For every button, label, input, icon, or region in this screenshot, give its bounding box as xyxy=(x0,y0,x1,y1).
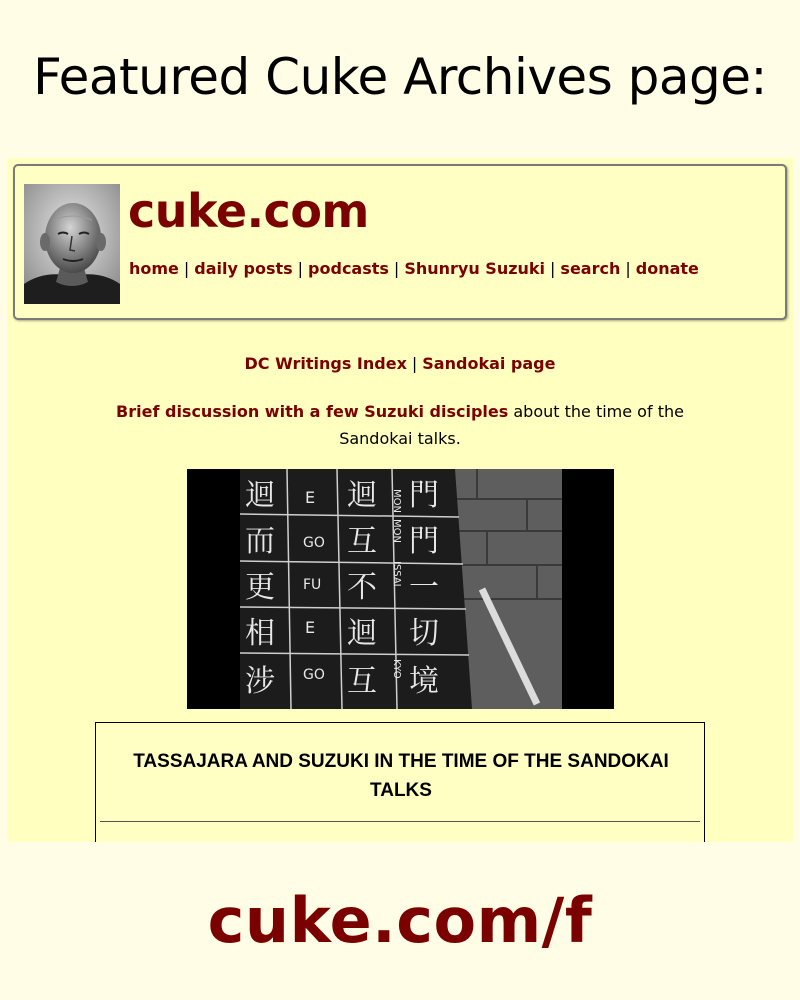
svg-text:KYO: KYO xyxy=(391,659,402,679)
svg-text:互: 互 xyxy=(347,524,377,559)
page-headline: Featured Cuke Archives page: xyxy=(33,48,767,106)
short-url: cuke.com/f xyxy=(207,884,593,957)
svg-text:境: 境 xyxy=(409,664,439,699)
site-title[interactable]: cuke.com xyxy=(128,184,369,238)
svg-text:相: 相 xyxy=(245,616,275,651)
svg-text:門: 門 xyxy=(409,524,439,559)
video-player[interactable] xyxy=(187,469,614,709)
svg-text:更: 更 xyxy=(245,570,275,605)
index-separator: | xyxy=(411,354,418,373)
nav-separator: | xyxy=(297,259,304,278)
nav-donate[interactable]: donate xyxy=(635,259,699,278)
nav-separator: | xyxy=(625,259,631,278)
svg-text:ISSAI: ISSAI xyxy=(391,561,402,587)
nav-separator: | xyxy=(183,259,190,278)
website-screenshot xyxy=(7,158,793,842)
svg-text:涉: 涉 xyxy=(245,664,275,699)
divider xyxy=(100,821,700,822)
nav-separator: | xyxy=(393,259,400,278)
discussion-link[interactable]: Brief discussion with a few Suzuki disciples xyxy=(116,402,509,421)
svg-text:E: E xyxy=(305,488,316,507)
svg-text:迴: 迴 xyxy=(245,478,275,513)
index-links xyxy=(7,354,793,373)
svg-text:門: 門 xyxy=(409,478,439,513)
nav-home[interactable]: home xyxy=(129,259,179,278)
nav-daily-posts[interactable]: daily posts xyxy=(194,259,293,278)
site-header xyxy=(13,164,787,320)
content-title: TASSAJARA AND SUZUKI IN THE TIME OF THE SANDOKAI TALKS xyxy=(133,751,669,801)
svg-text:迴: 迴 xyxy=(347,478,377,513)
svg-text:迴: 迴 xyxy=(347,616,377,651)
dc-writings-index-link[interactable]: DC Writings Index xyxy=(244,354,407,373)
chalkboard-video-frame xyxy=(187,469,614,709)
content-box xyxy=(95,722,705,842)
svg-text:一: 一 xyxy=(409,570,439,605)
svg-text:切: 切 xyxy=(409,616,439,651)
nav-podcasts[interactable]: podcasts xyxy=(308,259,389,278)
svg-text:E: E xyxy=(305,618,316,637)
intro-paragraph xyxy=(102,398,698,452)
svg-text:互: 互 xyxy=(347,664,377,699)
main-nav xyxy=(129,259,699,278)
svg-text:GO: GO xyxy=(303,535,325,551)
nav-separator: | xyxy=(550,259,556,278)
svg-text:MON: MON xyxy=(391,519,402,543)
svg-text:FU: FU xyxy=(303,577,322,593)
sandokai-page-link[interactable]: Sandokai page xyxy=(422,354,556,373)
portrait-photo xyxy=(24,184,120,304)
svg-text:GO: GO xyxy=(303,667,325,683)
svg-text:而: 而 xyxy=(245,524,275,559)
nav-shunryu-suzuki[interactable]: Shunryu Suzuki xyxy=(404,259,546,278)
svg-text:MON: MON xyxy=(391,489,402,513)
svg-text:不: 不 xyxy=(347,570,377,605)
intro-text: about the time of the Sandokai talks. xyxy=(339,402,684,448)
nav-search[interactable]: search xyxy=(560,259,621,278)
